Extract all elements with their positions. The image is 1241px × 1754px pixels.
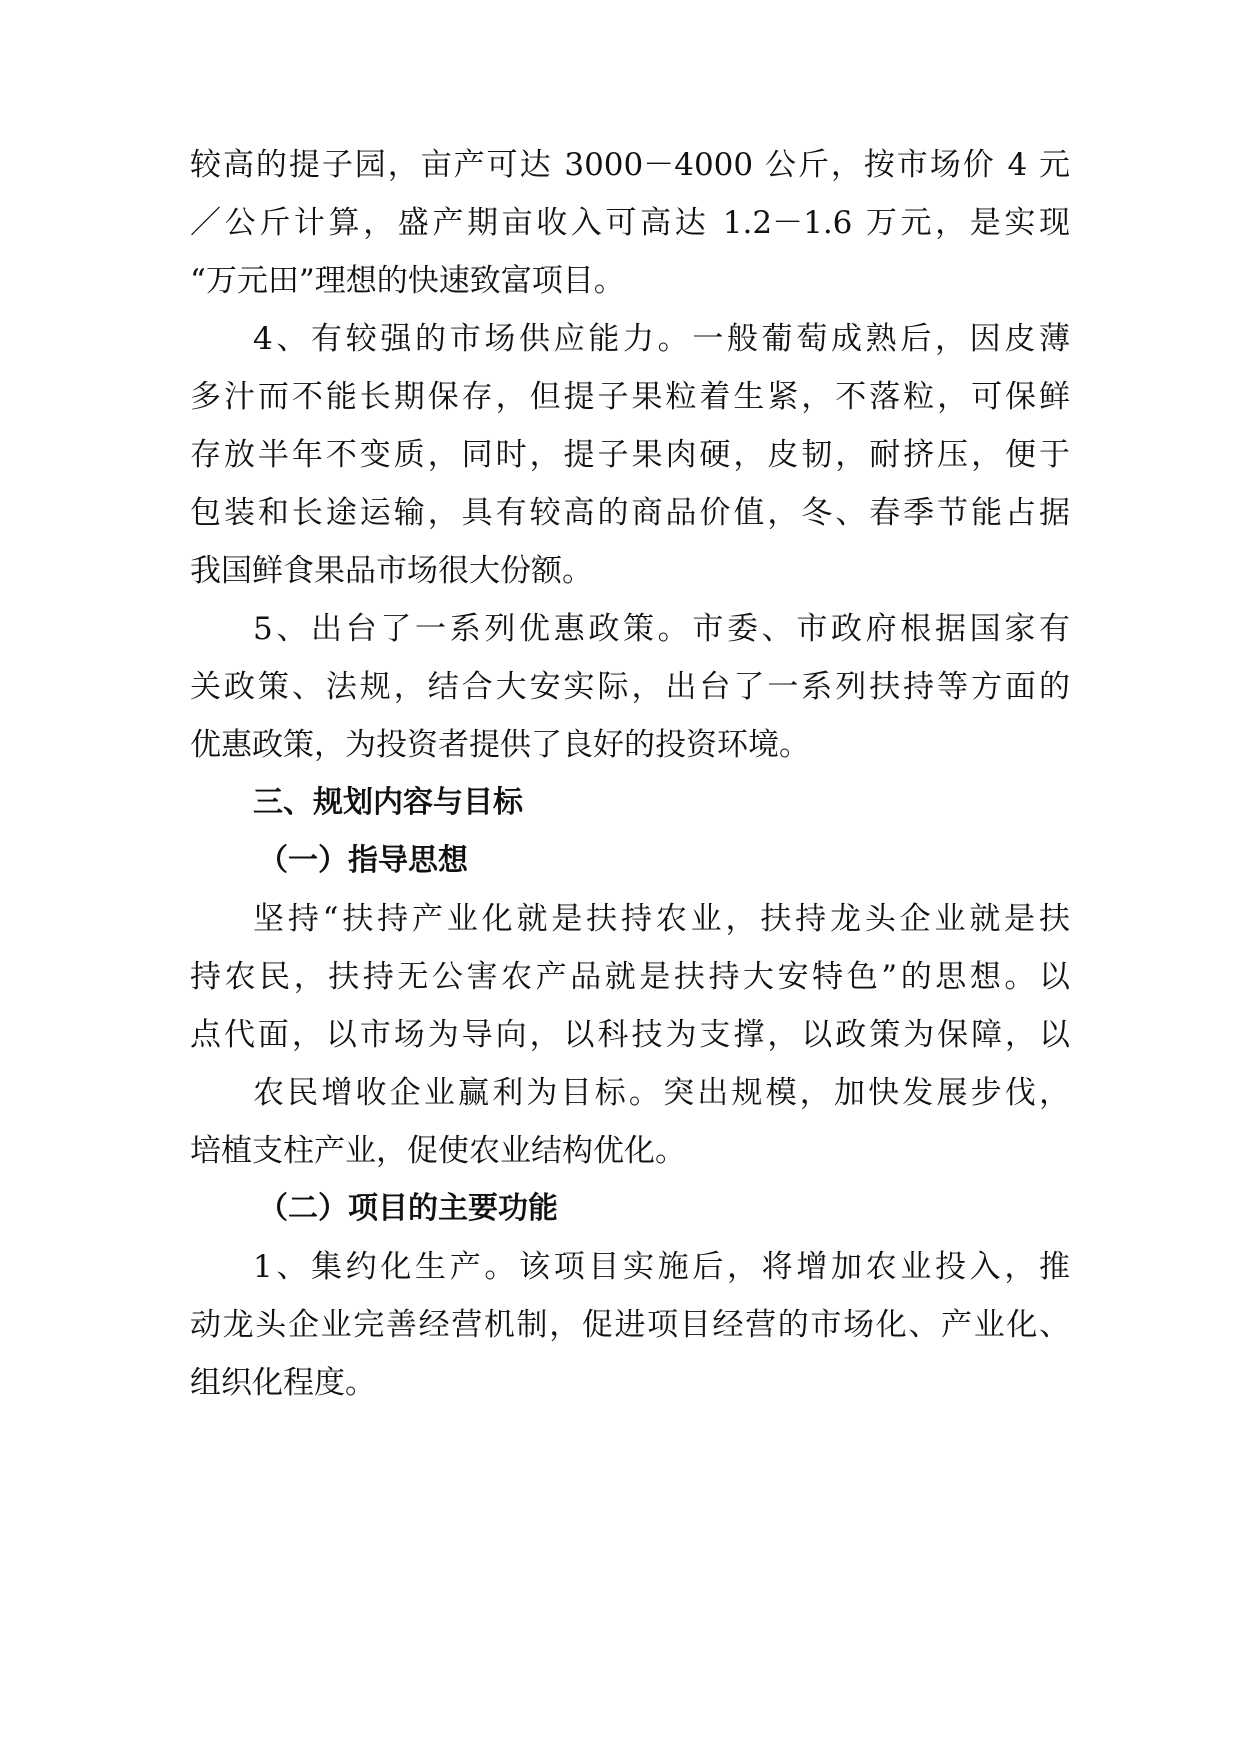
paragraph-line: 农民增收企业赢利为目标。突出规模，加快发展步伐，: [253, 1075, 1070, 1111]
section-heading: 三、规划内容与目标: [253, 785, 523, 820]
paragraph-line: 5、出台了一系列优惠政策。市委、市政府根据国家有: [253, 611, 1070, 647]
subsection-heading: （一）指导思想: [258, 843, 468, 878]
paragraph-line: 较高的提子园，亩产可达 3000－4000 公斤，按市场价 4 元: [190, 147, 1070, 183]
paragraph-line: 存放半年不变质，同时，提子果肉硬，皮韧，耐挤压，便于: [190, 437, 1070, 473]
paragraph-line: 组织化程度。: [190, 1365, 376, 1401]
paragraph-line: 包装和长途运输，具有较高的商品价值，冬、春季节能占据: [190, 495, 1070, 531]
paragraph-line: 我国鲜食果品市场很大份额。: [190, 553, 593, 589]
paragraph-line: 点代面，以市场为导向，以科技为支撑，以政策为保障，以: [190, 1017, 1070, 1053]
paragraph-line: 动龙头企业完善经营机制，促进项目经营的市场化、产业化、: [190, 1307, 1070, 1343]
paragraph-line: 1、集约化生产。该项目实施后，将增加农业投入，推: [253, 1249, 1070, 1285]
paragraph-line: ／公斤计算，盛产期亩收入可高达 1.2－1.6 万元，是实现: [190, 205, 1070, 241]
paragraph-line: 优惠政策，为投资者提供了良好的投资环境。: [190, 727, 810, 763]
paragraph-line: “万元田”理想的快速致富项目。: [190, 263, 625, 299]
paragraph-line: 关政策、法规，结合大安实际，出台了一系列扶持等方面的: [190, 669, 1070, 705]
paragraph-line: 持农民，扶持无公害农产品就是扶持大安特色”的思想。以: [190, 959, 1070, 995]
paragraph-line: 4、有较强的市场供应能力。一般葡萄成熟后，因皮薄: [253, 321, 1070, 357]
paragraph-line: 坚持“扶持产业化就是扶持农业，扶持龙头企业就是扶: [253, 901, 1070, 937]
subsection-heading: （二）项目的主要功能: [258, 1191, 558, 1226]
paragraph-line: 多汁而不能长期保存，但提子果粒着生紧，不落粒，可保鲜: [190, 379, 1070, 415]
paragraph-line: 培植支柱产业，促使农业结构优化。: [190, 1133, 686, 1169]
